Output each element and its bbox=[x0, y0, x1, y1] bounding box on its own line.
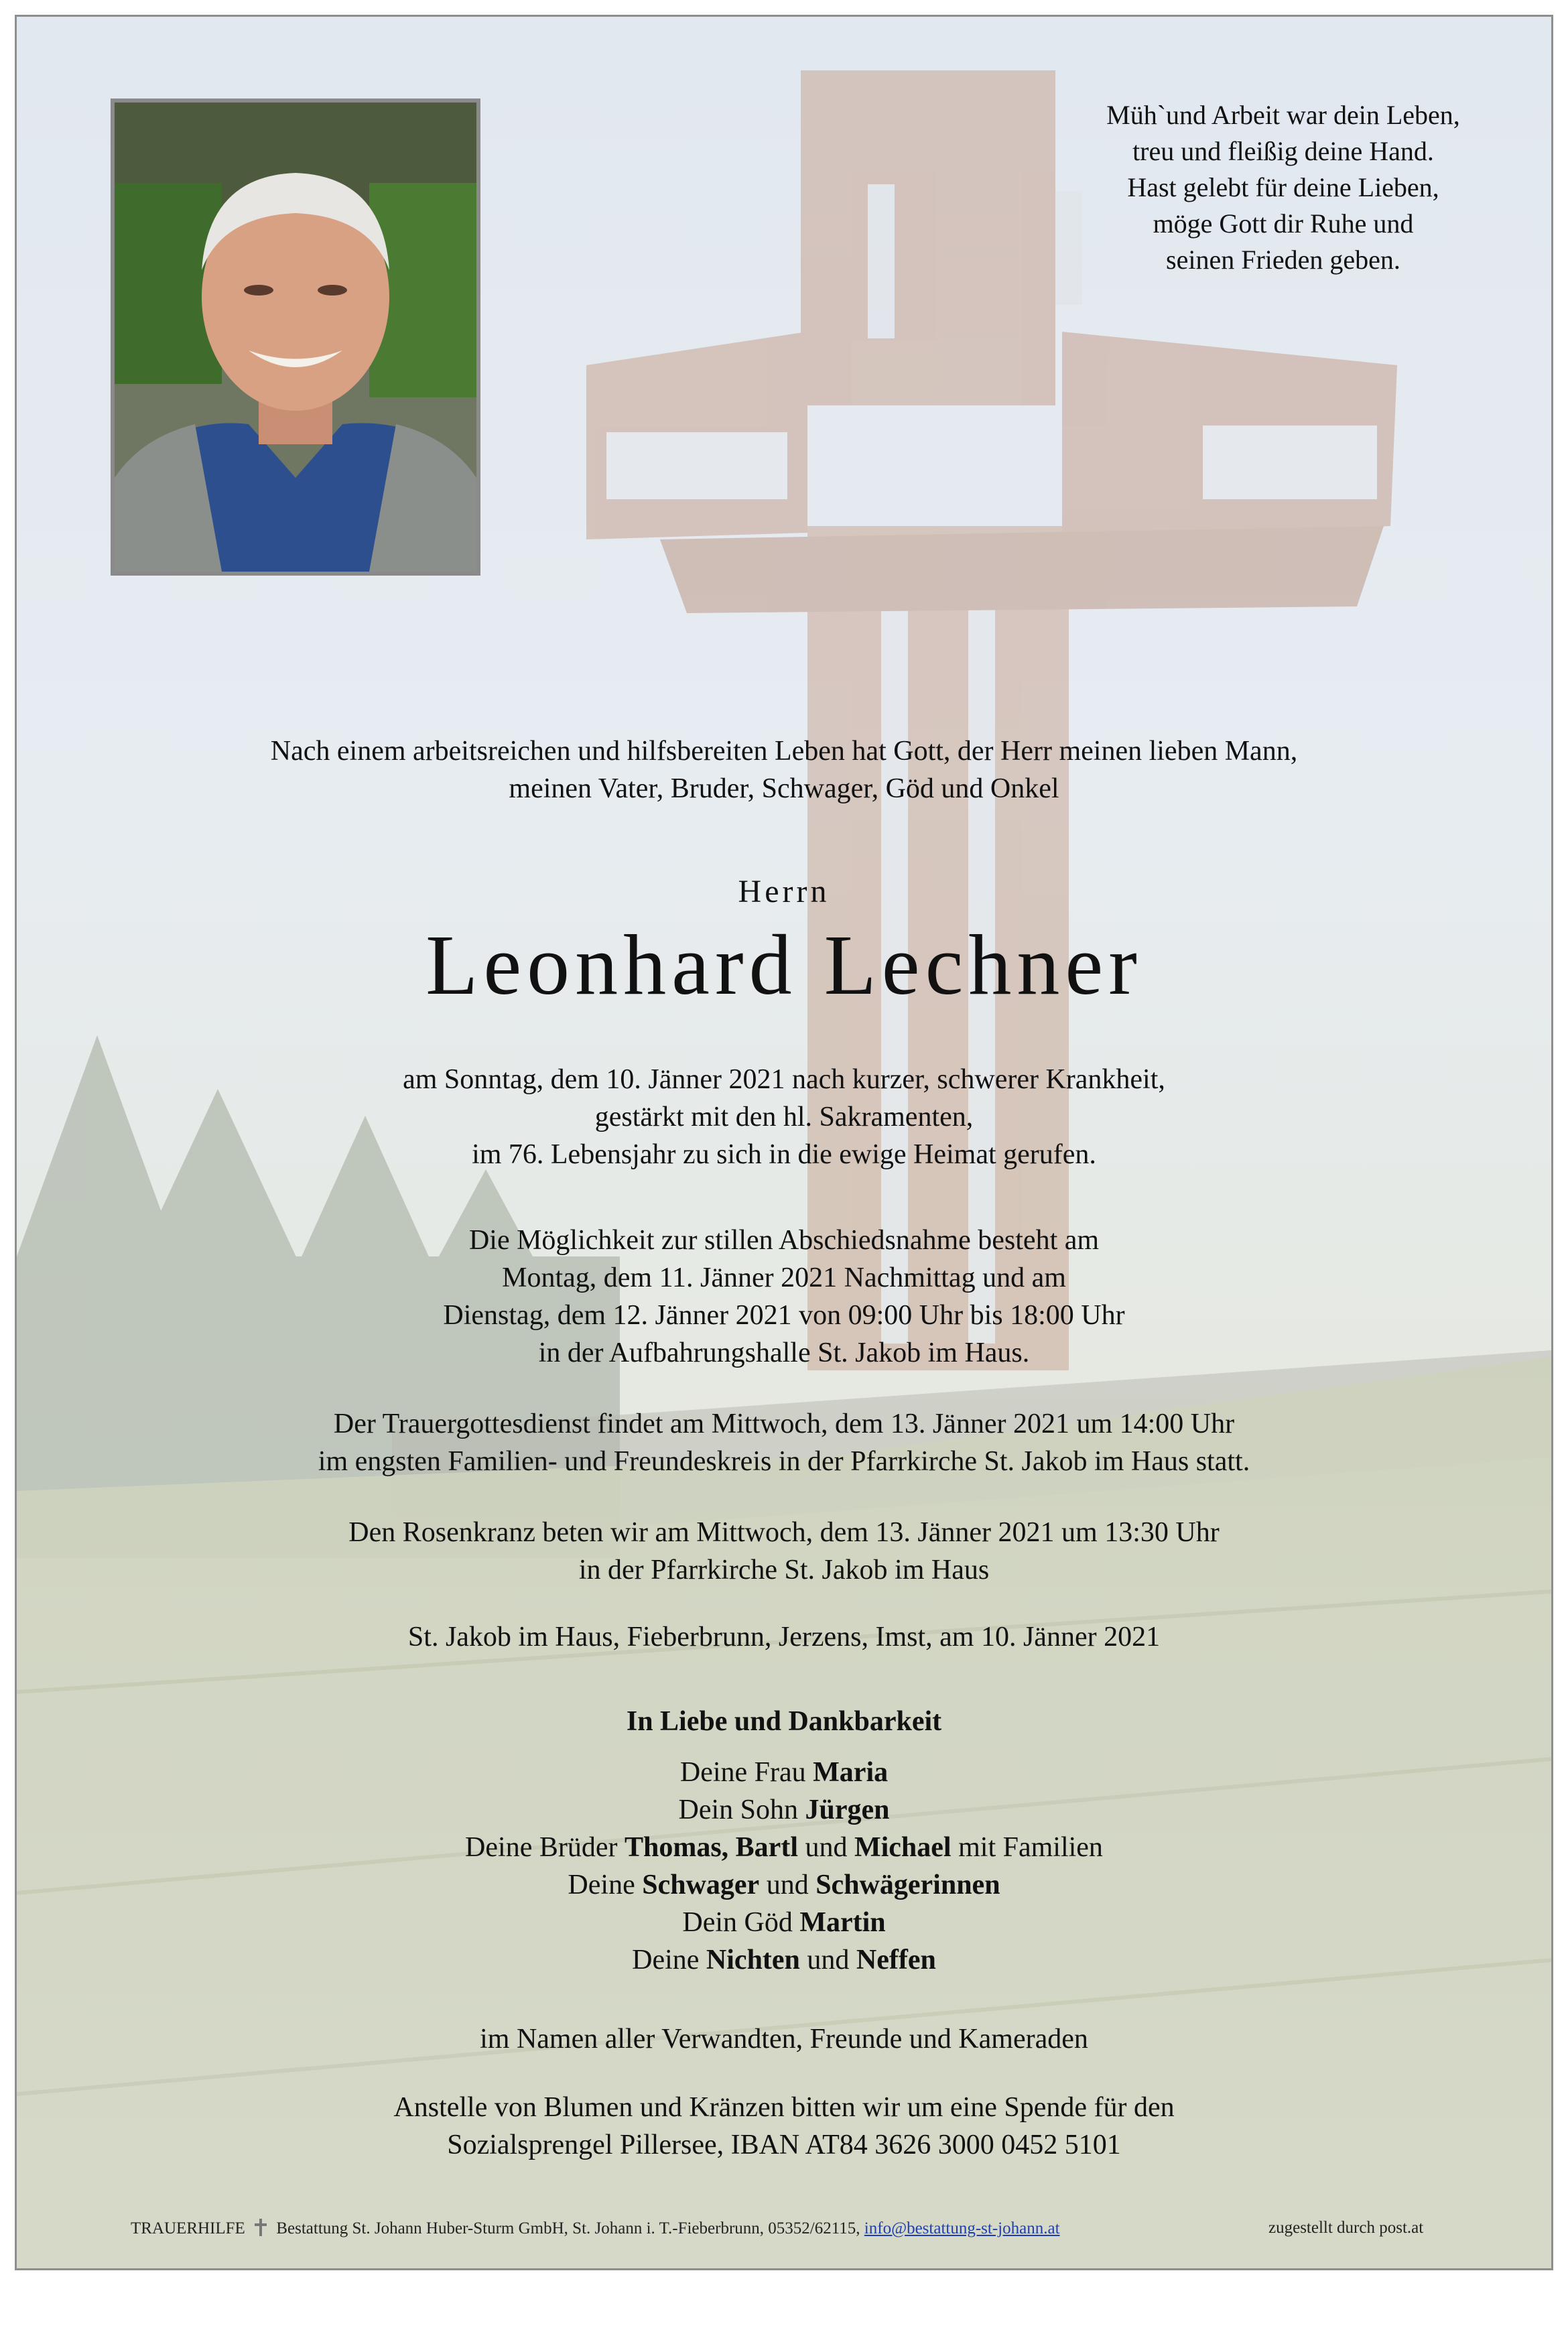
signer-suffix: mit Familien bbox=[951, 1832, 1103, 1863]
signer-name: Michael bbox=[854, 1832, 952, 1863]
signer-name: Nichten bbox=[706, 1945, 800, 1975]
signer-name: Schwägerinnen bbox=[815, 1870, 1000, 1900]
signer-relation: Deine bbox=[632, 1945, 706, 1975]
farewell-line: Dienstag, dem 12. Jänner 2021 von 09:00 Uhr bis 18:00 Uhr bbox=[443, 1300, 1125, 1331]
death-line: gestärkt mit den hl. Sakramenten, bbox=[594, 1102, 974, 1132]
place-date: St. Jakob im Haus, Fieberbrunn, Jerzens, Imst, am 10. Jänner 2021 bbox=[407, 1622, 1161, 1652]
poem-line: Hast gelebt für deine Lieben, bbox=[1127, 172, 1439, 202]
farewell-line: Die Möglichkeit zur stillen Abschiedsnahme besteht am bbox=[468, 1225, 1100, 1256]
poem-line: seinen Frieden geben. bbox=[1166, 245, 1400, 275]
signer-name: Schwager bbox=[642, 1870, 760, 1900]
signer-line-wife bbox=[17, 1754, 1551, 1791]
funeral-service-info bbox=[17, 1405, 1551, 1480]
signer-relation: Deine Brüder bbox=[465, 1832, 625, 1863]
signer-relation: Dein Göd bbox=[682, 1907, 800, 1938]
signer-name: Martin bbox=[799, 1907, 886, 1938]
donation-request bbox=[17, 2089, 1551, 2164]
memorial-poem bbox=[1022, 97, 1545, 278]
signer-connector: und bbox=[797, 1832, 854, 1863]
farewell-line: Montag, dem 11. Jänner 2021 Nachmittag und am bbox=[502, 1262, 1066, 1293]
farewell-line: in der Aufbahrungshalle St. Jakob im Haus. bbox=[538, 1338, 1030, 1368]
obituary-card bbox=[15, 15, 1553, 2270]
signer-relation: Deine Frau bbox=[679, 1757, 813, 1788]
deceased-name: Leonhard Lechner bbox=[426, 917, 1142, 1013]
email-link[interactable]: info@bestattung-st-johann.at bbox=[864, 2219, 1060, 2237]
signer-name: Jürgen bbox=[805, 1795, 890, 1825]
footer-delivery: zugestellt durch post.at bbox=[1268, 2219, 1424, 2237]
service-line: Der Trauergottesdienst findet am Mittwoch, dem 13. Jänner 2021 um 14:00 Uhr bbox=[333, 1409, 1235, 1439]
rosary-line: in der Pfarrkirche St. Jakob im Haus bbox=[578, 1555, 990, 1585]
donation-line: Sozialsprengel Pillersee, IBAN AT84 3626 3000 0452 5101 bbox=[447, 2130, 1121, 2160]
poem-line: möge Gott dir Ruhe und bbox=[1153, 208, 1414, 239]
rosary-line: Den Rosenkranz beten wir am Mittwoch, dem 13. Jänner 2021 um 13:30 Uhr bbox=[348, 1517, 1220, 1548]
intro-text bbox=[17, 732, 1551, 807]
service-line: im engsten Familien- und Freundeskreis in der Pfarrkirche St. Jakob im Haus statt. bbox=[318, 1446, 1250, 1477]
death-line: im 76. Lebensjahr zu sich in die ewige Heimat gerufen. bbox=[472, 1139, 1096, 1170]
farewell-info bbox=[17, 1222, 1551, 1372]
signer-relation: Dein Sohn bbox=[678, 1795, 805, 1825]
signers-list bbox=[17, 1754, 1551, 1979]
signer-line-nieces bbox=[17, 1941, 1551, 1979]
signer-line-son bbox=[17, 1791, 1551, 1829]
intro-line: Nach einem arbeitsreichen und hilfsbereiten Leben hat Gott, der Herr meinen lieben Mann, bbox=[270, 736, 1298, 767]
salutation: Herrn bbox=[738, 874, 830, 909]
signer-relation: Deine bbox=[568, 1870, 643, 1900]
poem-line: treu und fleißig deine Hand. bbox=[1132, 136, 1434, 166]
poem-line: Müh`und Arbeit war dein Leben, bbox=[1106, 100, 1460, 130]
signer-line-godson bbox=[17, 1904, 1551, 1941]
cross-logo-icon bbox=[252, 2217, 269, 2237]
portrait-photo bbox=[111, 99, 480, 576]
signer-line-inlaws bbox=[17, 1866, 1551, 1904]
relatives-line: im Namen aller Verwandten, Freunde und Kameraden bbox=[480, 2024, 1088, 2055]
signer-name: Thomas, Bartl bbox=[624, 1832, 798, 1863]
signer-line-brothers bbox=[17, 1829, 1551, 1866]
signer-connector: und bbox=[799, 1945, 856, 1975]
signoff-heading: In Liebe und Dankbarkeit bbox=[626, 1706, 942, 1737]
signer-connector: und bbox=[759, 1870, 816, 1900]
footer-org: TRAUERHILFE bbox=[131, 2219, 245, 2237]
footer bbox=[131, 2217, 1471, 2239]
intro-line: meinen Vater, Bruder, Schwager, Göd und Onkel bbox=[509, 773, 1059, 804]
signer-name: Maria bbox=[813, 1757, 889, 1788]
donation-line: Anstelle von Blumen und Kränzen bitten wir um eine Spende für den bbox=[393, 2092, 1175, 2123]
rosary-info bbox=[17, 1514, 1551, 1589]
footer-company: Bestattung St. Johann Huber-Sturm GmbH, St. Johann i. T.-Fieberbrunn, 05352/62115, bbox=[276, 2219, 860, 2237]
signer-name: Neffen bbox=[856, 1945, 936, 1975]
death-line: am Sonntag, dem 10. Jänner 2021 nach kurzer, schwerer Krankheit, bbox=[403, 1064, 1165, 1095]
death-notice bbox=[17, 1061, 1551, 1173]
